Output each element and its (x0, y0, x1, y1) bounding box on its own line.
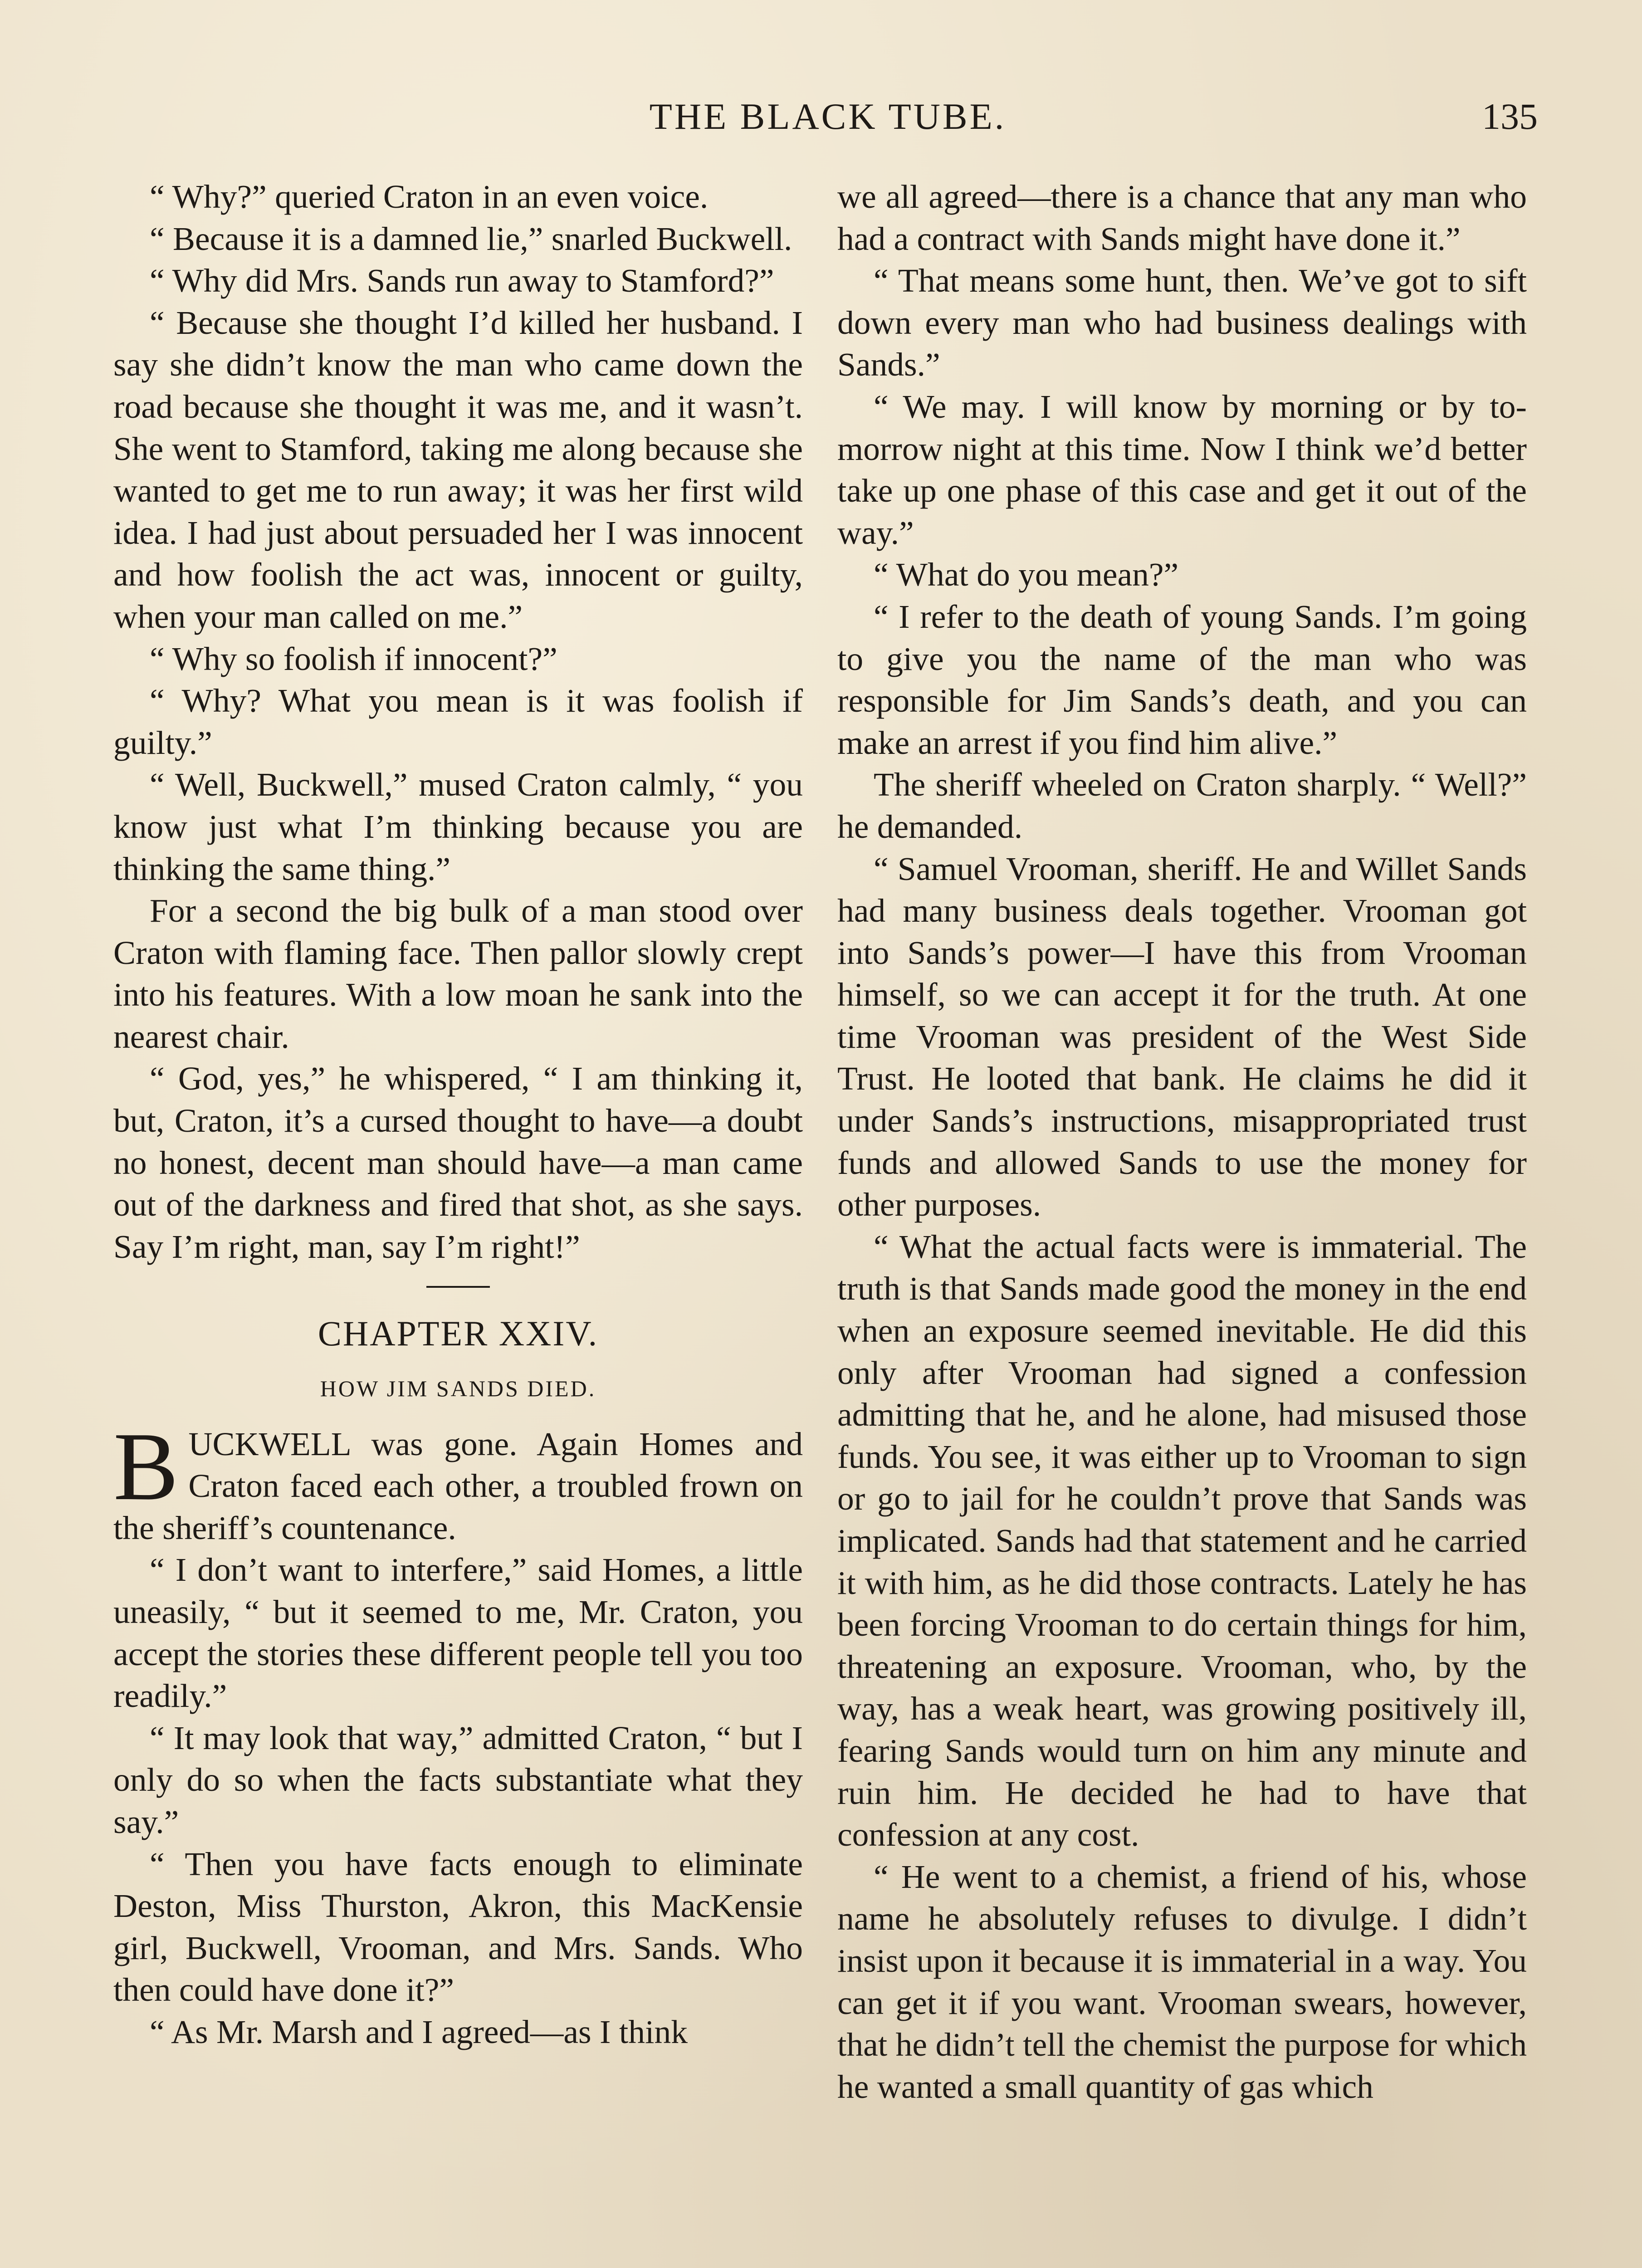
paragraph: “ I refer to the death of young Sands. I’m going to give you the name of the man who was responsible for Jim Sands’s death, and you can make an arrest if you find him alive.” (837, 598, 1527, 761)
paragraph: “ That means some hunt, then. We’ve got to sift down every man who had business dealings with Sands.” (837, 262, 1527, 383)
paragraph: “ Why did Mrs. Sands run away to Stamford?” (150, 262, 774, 299)
running-title: THE BLACK TUBE. (649, 96, 1007, 137)
paragraph: The sheriff wheeled on Craton sharply. “ Well?” he demanded. (837, 766, 1527, 845)
right-column (837, 176, 1527, 2108)
page-header (118, 95, 1538, 145)
paragraph: “ Because it is a damned lie,” snarled Buckwell. (150, 220, 792, 257)
paragraph: “ Why?” queried Craton in an even voice. (150, 178, 709, 215)
paragraph: “ We may. I will know by morning or by to-morrow night at this time. Now I think we’d better take up one phase of this case and get it out of the way.” (837, 388, 1527, 551)
paragraph: “ As Mr. Marsh and I agreed—as I think (150, 2013, 688, 2050)
paragraph: “ Samuel Vrooman, sheriff. He and Willet Sands had many business deals together. Vrooman got into Sands’s power—I have this from Vrooman himself, so we can accept it for the truth. At one time Vrooman was president of the West Side Trust. He looted that bank. He claims he did it under Sands’s instructions, misappropriated trust funds and allowed Sands to use the money for other purposes. (837, 850, 1527, 1223)
paragraph: “ I don’t want to interfere,” said Homes, a little uneasily, “ but it seemed to me, Mr. Craton, you accept the stories these different people tell you too readily.” (113, 1551, 803, 1715)
drop-cap: B (113, 1412, 179, 1520)
chapter-title: CHAPTER XXIV. (318, 1314, 599, 1354)
left-column (113, 176, 803, 2053)
paragraph: “ God, yes,” he whispered, “ I am thinking it, but, Craton, it’s a cursed thought to have—a doubt no honest, decent man should have—a man came out of the darkness and fired that shot, as she says. Say I’m right, man, say I’m right!” (113, 1060, 803, 1265)
chapter-subtitle: HOW JIM SANDS DIED. (320, 1376, 596, 1402)
paragraph: “ Then you have facts enough to eliminate Deston, Miss Thurston, Akron, this MacKensie girl, Buckwell, Vrooman, and Mrs. Sands. Who then could have done it?” (113, 1845, 803, 2009)
paragraph: “ What the actual facts were is immaterial. The truth is that Sands made good the money in the end when an exposure seemed inevitable. He did this only after Vrooman had signed a confession admitting that he, and he alone, had misused those funds. You see, it was either up to Vrooman to sign or go to jail for he couldn’t prove that Sands was implicated. Sands had that statement and he carried it with him, as he did those contracts. Lately he has been forcing Vrooman to do certain things for him, threatening an exposure. Vrooman, who, by the way, has a weak heart, was growing positively ill, fearing Sands would turn on him any minute and ruin him. He decided he had to have that confession at any cost. (837, 1228, 1527, 1853)
paragraph: “ What do you mean?” (874, 556, 1179, 593)
paragraph: we all agreed—there is a chance that any man who had a contract with Sands might have done it.” (837, 178, 1527, 257)
paragraph: “ Why so foolish if innocent?” (150, 640, 557, 677)
chapter-opening-paragraph (113, 1412, 803, 1549)
chapter-divider (426, 1286, 490, 1288)
paragraph: “ He went to a chemist, a friend of his, whose name he absolutely refuses to divulge. I didn’t insist upon it because it is immaterial in a way. You can get it if you want. Vrooman swears, however, that he didn’t tell the chemist the purpose for which he wanted a small quantity of gas which (837, 1858, 1527, 2105)
chapter-opening-text: UCKWELL was gone. Again Homes and Craton faced each other, a troubled frown on the sheriff’s countenance. (113, 1425, 803, 1546)
paragraph: “ Well, Buckwell,” mused Craton calmly, “ you know just what I’m thinking because you are thinking the same thing.” (113, 766, 803, 887)
paragraph: For a second the big bulk of a man stood over Craton with flaming face. Then pallor slowly crept into his features. With a low moan he sank into the nearest chair. (113, 892, 803, 1055)
paragraph: “ Because she thought I’d killed her husband. I say she didn’t know the man who came down the road because she thought it was me, and it wasn’t. She went to Stamford, taking me along because she wanted to get me to run away; it was her first wild idea. I had just about persuaded her I was innocent and how foolish the act was, innocent or guilty, when your man called on me.” (113, 304, 803, 635)
paragraph: “ Why? What you mean is it was foolish if guilty.” (113, 682, 803, 761)
page-number: 135 (1482, 96, 1538, 137)
paragraph: “ It may look that way,” admitted Craton, “ but I only do so when the facts substantiate what they say.” (113, 1719, 803, 1840)
